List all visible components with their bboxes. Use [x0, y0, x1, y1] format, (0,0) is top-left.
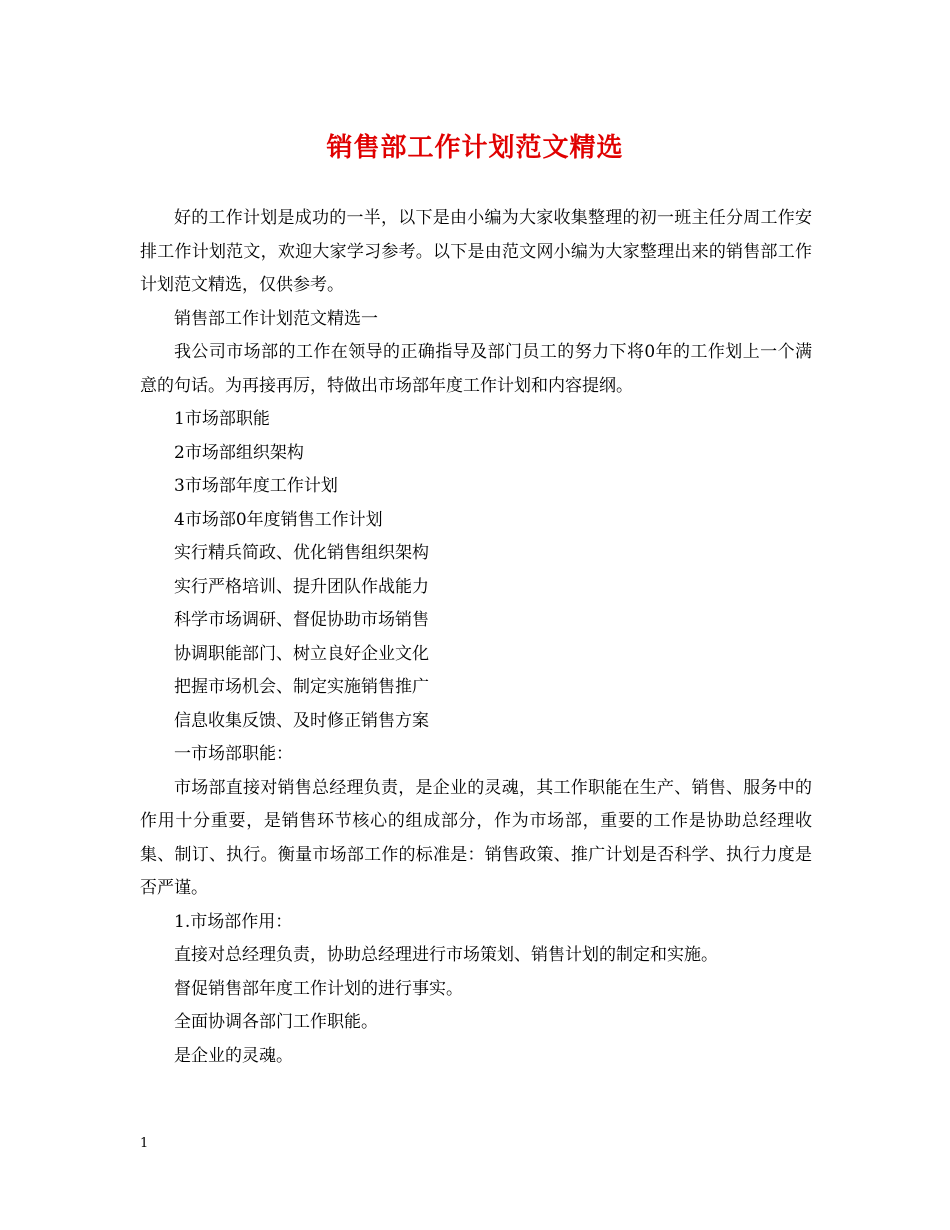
- paragraph: 销售部工作计划范文精选一: [174, 308, 378, 329]
- paragraph: 实行精兵简政、优化销售组织架构: [174, 543, 429, 563]
- page-number: 1: [140, 1136, 149, 1151]
- paragraph: 直接对总经理负责，协助总经理进行市场策划、销售计划的制定和实施。: [174, 945, 718, 965]
- paragraph: 一市场部职能：: [174, 744, 293, 764]
- paragraph: 督促销售部年度工作计划的进行事实。: [174, 978, 463, 999]
- paragraph: 协调职能部门、树立良好企业文化: [174, 643, 429, 664]
- paragraph: 把握市场机会、制定实施销售推广: [174, 677, 429, 697]
- paragraph: 全面协调各部门工作职能。: [174, 1012, 378, 1032]
- document-title: 销售部工作计划范文精选: [326, 133, 624, 163]
- paragraph: 实行严格培训、提升团队作战能力: [174, 576, 429, 597]
- document-body: [140, 202, 812, 1073]
- paragraph: 信息收集反馈、及时修正销售方案: [174, 710, 429, 731]
- paragraph: 市场部直接对销售总经理负责，是企业的灵魂，其工作职能在生产、销售、服务中的作用十分重要，是销售环节核心的组成部分，作为市场部，重要的工作是协助总经理收集、制订、执行。衡量市场部工作的标准是：销售政策、推广计划是否科学、执行力度是否严谨。: [140, 777, 812, 898]
- paragraph: 1市场部职能: [174, 409, 270, 429]
- paragraph: 2市场部组织架构: [174, 442, 304, 463]
- paragraph: 是企业的灵魂。: [174, 1045, 293, 1066]
- paragraph: 4市场部0年度销售工作计划: [174, 509, 383, 530]
- paragraph: 好的工作计划是成功的一半，以下是由小编为大家收集整理的初一班主任分周工作安排工作计划范文，欢迎大家学习参考。以下是由范文网小编为大家整理出来的销售部工作计划范文精选，仅供参考。: [140, 208, 812, 295]
- paragraph: 科学市场调研、督促协助市场销售: [174, 610, 429, 630]
- paragraph: 3市场部年度工作计划: [174, 476, 338, 496]
- paragraph: 1.市场部作用：: [174, 911, 293, 932]
- paragraph: 我公司市场部的工作在领导的正确指导及部门员工的努力下将0年的工作划上一个满意的句话。为再接再厉，特做出市场部年度工作计划和内容提纲。: [140, 342, 812, 396]
